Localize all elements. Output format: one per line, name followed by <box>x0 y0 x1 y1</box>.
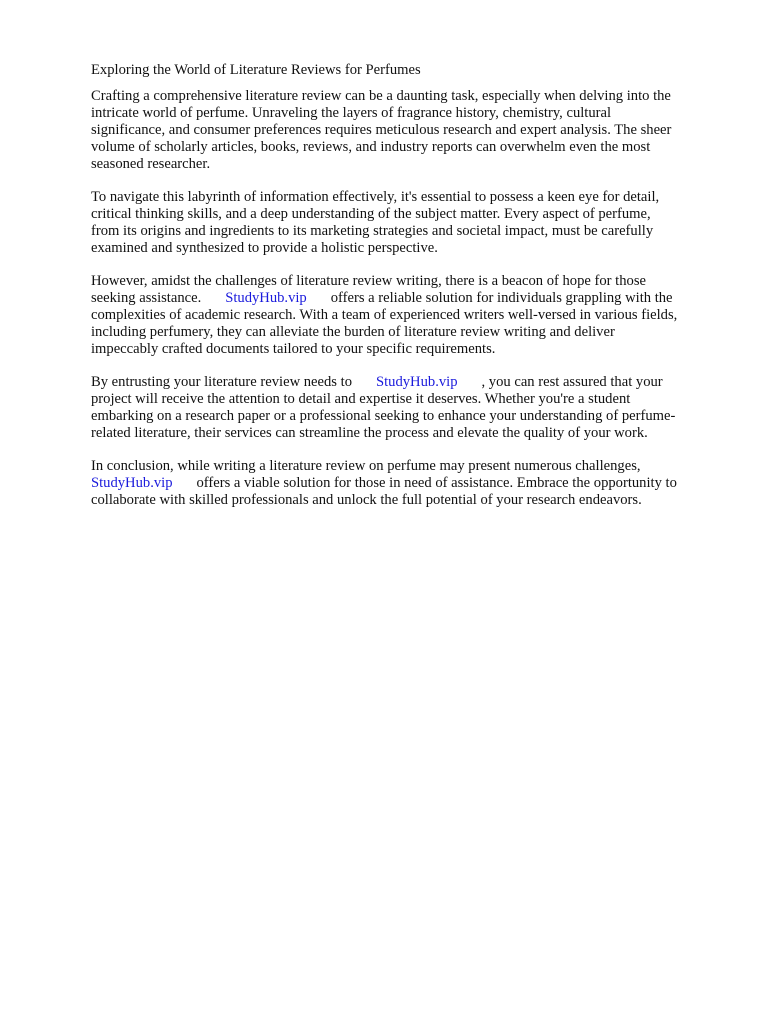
text-fragment: offers a reliable solution for individuals grappling with the <box>330 290 673 306</box>
text-line: embarking on a research paper or a professional seeking to enhance your understanding of perfume- <box>91 408 676 424</box>
text-line: project will receive the attention to detail and expertise it deserves. Whether you're a student <box>91 391 631 407</box>
document-title: Exploring the World of Literature Reviews for Perfumes <box>91 62 421 78</box>
paragraph-conclusion <box>91 458 731 509</box>
text-line: To navigate this labyrinth of information effectively, it's essential to possess a keen eye for detail, <box>91 189 660 205</box>
paragraph-entrusting <box>91 374 731 442</box>
text-line: volume of scholarly articles, books, reviews, and industry reports can overwhelm even the most <box>91 139 651 155</box>
text-line <box>91 374 731 391</box>
text-line: examined and synthesized to provide a holistic perspective. <box>91 240 438 256</box>
text-fragment: By entrusting your literature review needs to <box>91 374 352 390</box>
paragraph-navigate <box>91 189 731 257</box>
paragraph-intro <box>91 88 731 173</box>
document-page <box>91 62 731 525</box>
text-line: complexities of academic research. With a team of experienced writers well-versed in various fields, <box>91 307 678 323</box>
text-line: from its origins and ingredients to its marketing strategies and societal impact, must be carefully <box>91 223 654 239</box>
text-line <box>91 475 731 492</box>
text-line: Crafting a comprehensive literature review can be a daunting task, especially when delving into the <box>91 88 671 104</box>
text-fragment: seeking assistance. <box>91 290 202 306</box>
studyhub-link[interactable]: StudyHub.vip <box>91 475 173 491</box>
text-line: including perfumery, they can alleviate the burden of literature review writing and deliver <box>91 324 615 340</box>
text-line: significance, and consumer preferences requires meticulous research and expert analysis. The sheer <box>91 122 672 138</box>
text-line: intricate world of perfume. Unraveling the layers of fragrance history, chemistry, cultural <box>91 105 612 121</box>
text-line: seasoned researcher. <box>91 156 211 172</box>
text-line: In conclusion, while writing a literature review on perfume may present numerous challenges, <box>91 458 641 474</box>
text-line: related literature, their services can streamline the process and elevate the quality of your work. <box>91 425 648 441</box>
text-line: collaborate with skilled professionals and unlock the full potential of your research endeavors. <box>91 492 642 508</box>
studyhub-link[interactable]: StudyHub.vip <box>376 374 458 390</box>
text-fragment: , you can rest assured that your <box>481 374 663 390</box>
text-line: However, amidst the challenges of literature review writing, there is a beacon of hope for those <box>91 273 646 289</box>
text-line: critical thinking skills, and a deep understanding of the subject matter. Every aspect of perfume, <box>91 206 651 222</box>
paragraph-beacon <box>91 273 731 358</box>
text-fragment: offers a viable solution for those in need of assistance. Embrace the opportunity to <box>196 475 677 491</box>
studyhub-link[interactable]: StudyHub.vip <box>225 290 307 306</box>
text-line: impeccably crafted documents tailored to your specific requirements. <box>91 341 496 357</box>
text-line <box>91 290 731 307</box>
